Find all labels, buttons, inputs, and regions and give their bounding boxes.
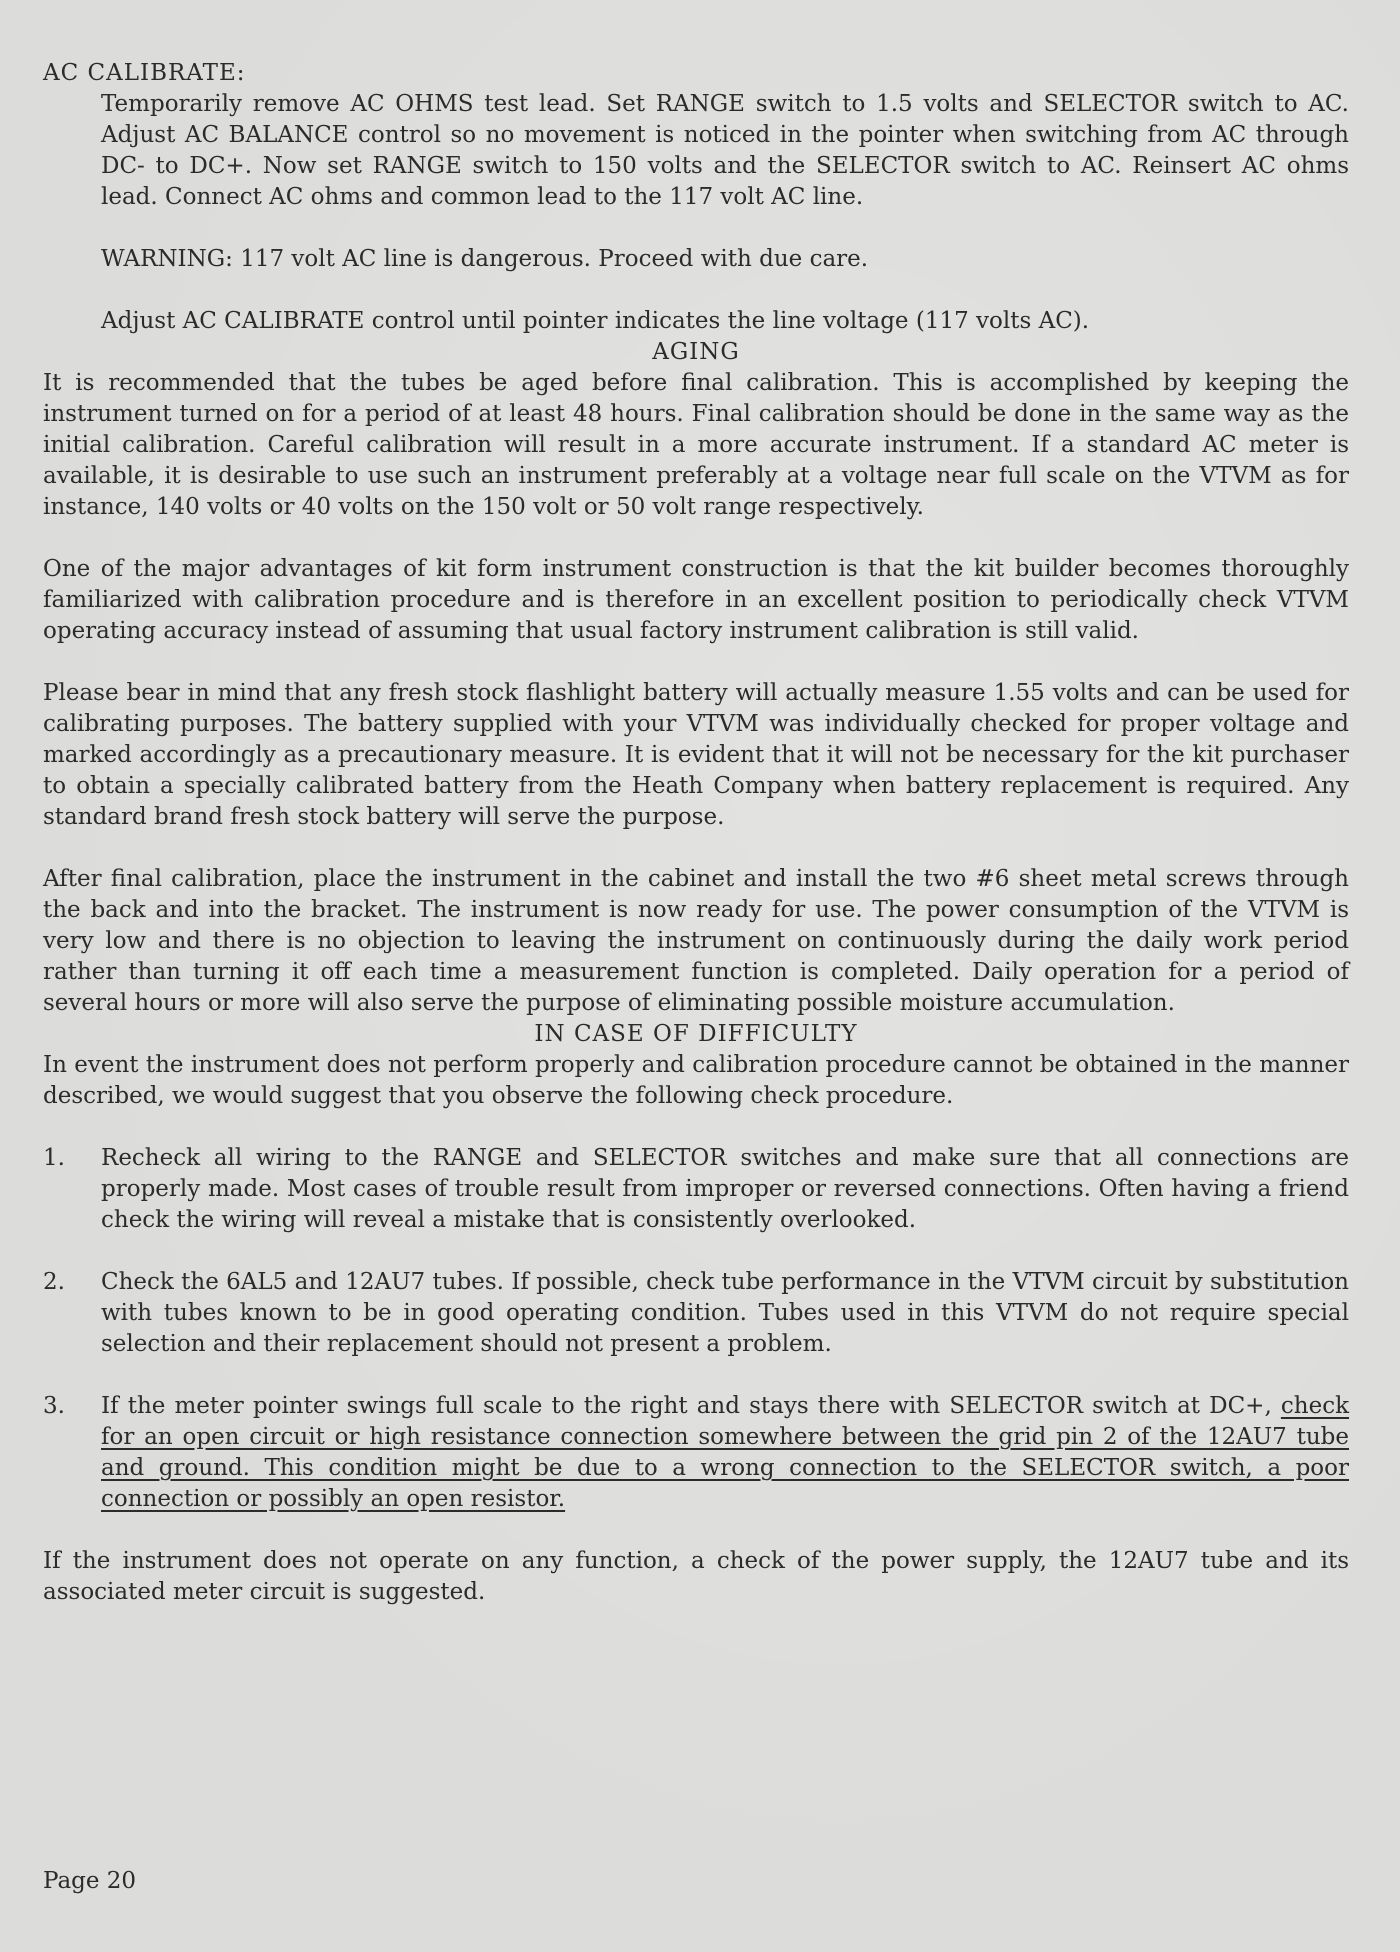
ac-calibrate-adjust: Adjust AC CALIBRATE control until pointer indicates the line voltage (117 volts AC). bbox=[101, 308, 1090, 334]
list-text: Recheck all wiring to the RANGE and SELECTOR switches and make sure that all connections are properly made. Most cases of trouble result from improper or reversed connections. Often having a friend check the wiring will reveal a mistake that is consistently overlooked. bbox=[101, 1145, 1349, 1233]
aging-paragraph-1: It is recommended that the tubes be aged before final calibration. This is accomplished by keeping the instrument turned on for a period of at least 48 hours. Final calibration should be done in the same way as the initial calibration. Careful calibration will result in a more accurate instrument. If a standard AC meter is available, it is desirable to use such an instrument preferably at a voltage near full scale on the VTVM as for instance, 140 volts or 40 volts on the 150 volt or 50 volt range respectively. bbox=[43, 370, 1349, 520]
list-text-plain: If the meter pointer swings full scale to the right and stays there with SELECTOR switch at DC+, bbox=[101, 1393, 1272, 1419]
ac-calibrate-heading: AC CALIBRATE: bbox=[43, 60, 246, 86]
difficulty-closing: If the instrument does not operate on any function, a check of the power supply, the 12AU7 tube and its associated meter circuit is suggested. bbox=[43, 1548, 1349, 1605]
list-item bbox=[43, 1143, 1349, 1236]
ac-calibrate-instructions: Temporarily remove AC OHMS test lead. Set RANGE switch to 1.5 volts and SELECTOR switch to AC. Adjust AC BALANCE control so no movement is noticed in the pointer when switching from AC through DC- to DC+. Now set RANGE switch to 150 volts and the SELECTOR switch to AC. Reinsert AC ohms lead. Connect AC ohms and common lead to the 117 volt AC line. bbox=[101, 91, 1349, 210]
list-number: 2. bbox=[43, 1269, 65, 1295]
list-text bbox=[101, 1391, 1349, 1515]
aging-paragraph-4: After final calibration, place the instrument in the cabinet and install the two #6 sheet metal screws through the back and into the bracket. The instrument is now ready for use. The power consumption of the VTVM is very low and there is no objection to leaving the instrument on continuously during the daily work period rather than turning it off each time a measurement function is completed. Daily operation for a period of several hours or more will also serve the purpose of eliminating possible moisture accumulation. bbox=[43, 866, 1349, 1016]
aging-heading: AGING bbox=[652, 339, 740, 365]
difficulty-intro: In event the instrument does not perform properly and calibration procedure cannot be obtained in the manner described, we would suggest that you observe the following check procedure. bbox=[43, 1052, 1349, 1109]
ac-calibrate-section bbox=[101, 89, 1349, 337]
page-number: Page 20 bbox=[43, 1868, 137, 1894]
list-item bbox=[43, 1267, 1349, 1360]
list-text-underlined: check for an open circuit or high resistance connection somewhere between the grid pin 2 of the 12AU7 tube and ground. This condition might be due to a wrong connection to the SELECTOR switch, a poor connection or possibly an open resistor. bbox=[101, 1393, 1350, 1512]
aging-paragraph-3: Please bear in mind that any fresh stock flashlight battery will actually measure 1.55 volts and can be used for calibrating purposes. The battery supplied with your VTVM was individually checked for proper voltage and marked accordingly as a precautionary measure. It is evident that it will not be necessary for the kit purchaser to obtain a specially calibrated battery from the Heath Company when battery replacement is required. Any standard brand fresh stock battery will serve the purpose. bbox=[43, 680, 1349, 830]
page-content bbox=[43, 58, 1349, 1608]
aging-paragraph-2: One of the major advantages of kit form instrument construction is that the kit builder becomes thoroughly familiarized with calibration procedure and is therefore in an excellent position to periodically check VTVM operating accuracy instead of assuming that usual factory instrument calibration is still valid. bbox=[43, 556, 1349, 644]
list-number: 3. bbox=[43, 1393, 65, 1419]
warning-text: WARNING: 117 volt AC line is dangerous. Proceed with due care. bbox=[101, 246, 869, 272]
list-item bbox=[43, 1391, 1349, 1515]
list-text: Check the 6AL5 and 12AU7 tubes. If possible, check tube performance in the VTVM circuit by substitution with tubes known to be in good operating condition. Tubes used in this VTVM do not require special selection and their replacement should not present a problem. bbox=[101, 1269, 1349, 1357]
list-number: 1. bbox=[43, 1145, 65, 1171]
difficulty-heading: IN CASE OF DIFFICULTY bbox=[534, 1021, 858, 1047]
